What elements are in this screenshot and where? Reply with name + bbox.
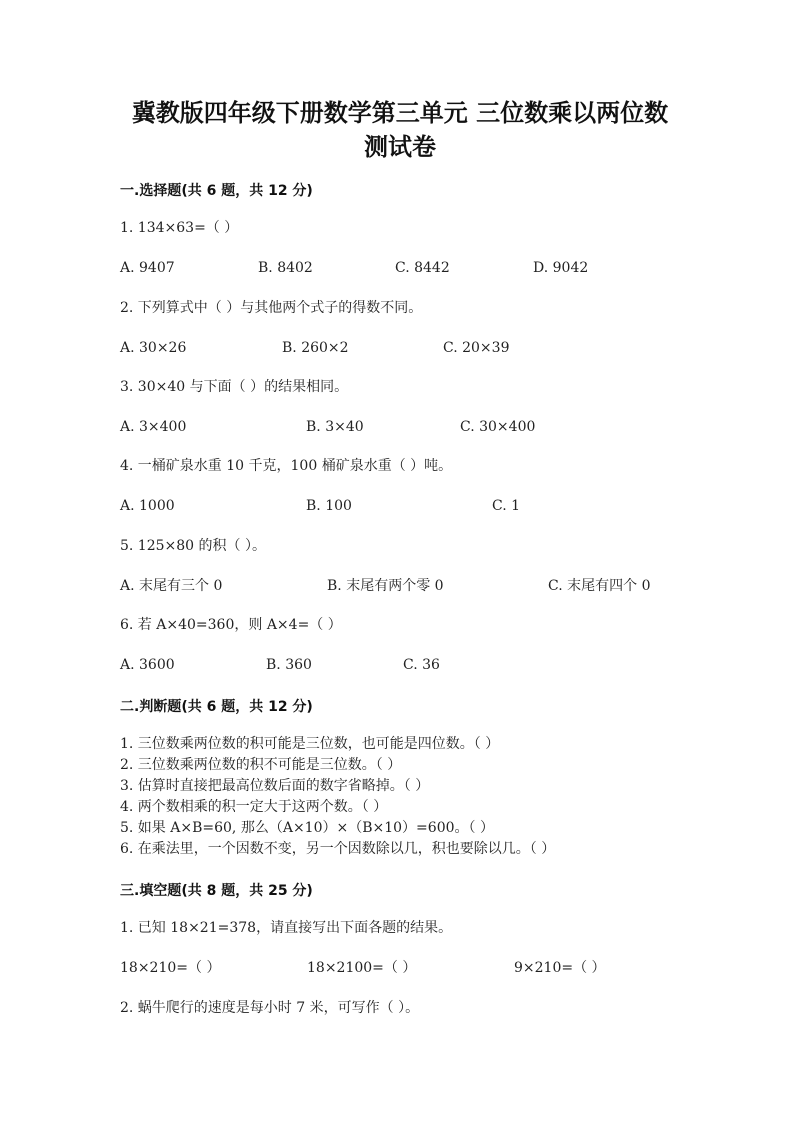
answer-option: C. 36 [403,657,440,673]
section-heading-choice: 一.选择题(共 6 题，共 12 分) [120,183,313,199]
judgment-item: 4. 两个数相乘的积一定大于这两个数。（ ） [120,799,388,815]
answer-option: C. 30×400 [460,419,536,435]
page-title: 冀教版四年级下册数学第三单元 三位数乘以两位数 [131,99,669,127]
fill-blank-item: 18×2100=（ ） [307,960,417,976]
answer-option: C. 8442 [395,260,450,276]
answer-option: A. 1000 [120,498,175,514]
question-text: 2. 下列算式中（ ）与其他两个式子的得数不同。 [120,300,423,316]
answer-option: A. 30×26 [120,340,187,356]
answer-option: C. 末尾有四个 0 [548,578,651,594]
answer-option: A. 3600 [120,657,175,673]
answer-option: A. 9407 [120,260,175,276]
judgment-item: 3. 估算时直接把最高位数后面的数字省略掉。（ ） [120,778,430,794]
answer-option: B. 末尾有两个零 0 [327,578,444,594]
section-heading-fill-blank: 三.填空题(共 8 题，共 25 分) [120,883,313,899]
question-text: 1. 已知 18×21=378，请直接写出下面各题的结果。 [120,920,453,936]
answer-option: C. 1 [492,498,521,514]
question-text: 3. 30×40 与下面（ ）的结果相同。 [120,379,349,395]
answer-option: B. 3×40 [306,419,364,435]
question-text: 2. 蜗牛爬行的速度是每小时 7 米，可写作（ ）。 [120,1000,420,1016]
fill-blank-item: 18×210=（ ） [120,960,221,976]
answer-option: B. 360 [266,657,312,673]
question-text: 6. 若 A×40=360，则 A×4=（ ） [120,617,342,633]
judgment-item: 2. 三位数乘两位数的积不可能是三位数。（ ） [120,757,402,773]
judgment-item: 6. 在乘法里，一个因数不变，另一个因数除以几，积也要除以几。（ ） [120,841,556,857]
judgment-item: 1. 三位数乘两位数的积可能是三位数，也可能是四位数。（ ） [120,736,500,752]
answer-option: D. 9042 [533,260,589,276]
judgment-item: 5. 如果 A×B=60, 那么（A×10）×（B×10）=600。（ ） [120,820,494,836]
answer-option: B. 8402 [258,260,313,276]
section-heading-true-false: 二.判断题(共 6 题，共 12 分) [120,699,313,715]
answer-option: B. 100 [306,498,352,514]
answer-option: A. 末尾有三个 0 [120,578,223,594]
answer-option: C. 20×39 [443,340,510,356]
question-text: 1. 134×63=（ ） [120,220,239,236]
answer-option: B. 260×2 [282,340,349,356]
question-text: 4. 一桶矿泉水重 10 千克，100 桶矿泉水重（ ）吨。 [120,458,453,474]
answer-option: A. 3×400 [120,419,187,435]
fill-blank-item: 9×210=（ ） [514,960,606,976]
question-text: 5. 125×80 的积（ ）。 [120,538,266,554]
page-title-line2: 测试卷 [364,133,436,161]
